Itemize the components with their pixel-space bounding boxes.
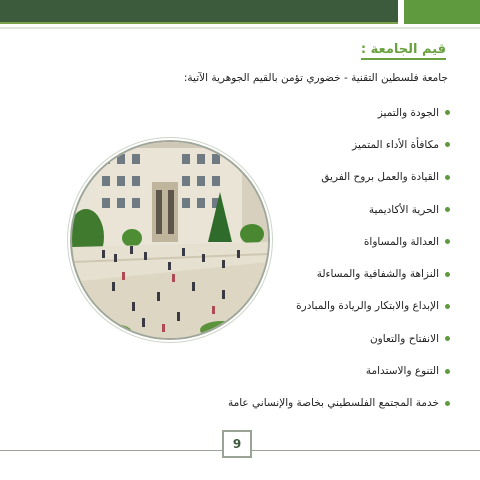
bullet-icon: [445, 175, 450, 180]
bullet-icon: [445, 110, 450, 115]
list-item: الانفتاح والتعاون: [228, 328, 450, 349]
list-item: الإبداع والابتكار والريادة والمبادرة: [228, 296, 450, 317]
header-band: [0, 0, 480, 22]
bullet-icon: [445, 336, 450, 341]
list-item: العدالة والمساواة: [228, 231, 450, 252]
list-item: مكافأة الأداء المتميز: [228, 134, 450, 155]
bullet-icon: [445, 369, 450, 374]
campus-photo: [70, 140, 270, 340]
header-divider: [0, 27, 480, 29]
bullet-icon: [445, 272, 450, 277]
list-item: خدمة المجتمع الفلسطيني بخاصة والإنساني عامة: [228, 393, 450, 414]
section-heading: قيم الجامعة :: [361, 42, 446, 60]
header-dark-bar: [0, 0, 398, 24]
list-item: النزاهة والشفافية والمساءلة: [228, 263, 450, 284]
bullet-icon: [445, 401, 450, 406]
list-item: القيادة والعمل بروح الفريق: [228, 167, 450, 188]
list-item: الحرية الأكاديمية: [228, 199, 450, 220]
bullet-icon: [445, 304, 450, 309]
intro-text: جامعة فلسطين التقنية - خضوري تؤمن بالقيم الجوهرية الآتية:: [183, 72, 448, 84]
bullet-icon: [445, 239, 450, 244]
list-item: التنوع والاستدامة: [228, 360, 450, 381]
header-green-block: [404, 0, 480, 24]
page-number: 9: [222, 430, 252, 458]
bullet-icon: [445, 142, 450, 147]
list-item: الجودة والتميز: [228, 102, 450, 123]
bullet-icon: [445, 207, 450, 212]
